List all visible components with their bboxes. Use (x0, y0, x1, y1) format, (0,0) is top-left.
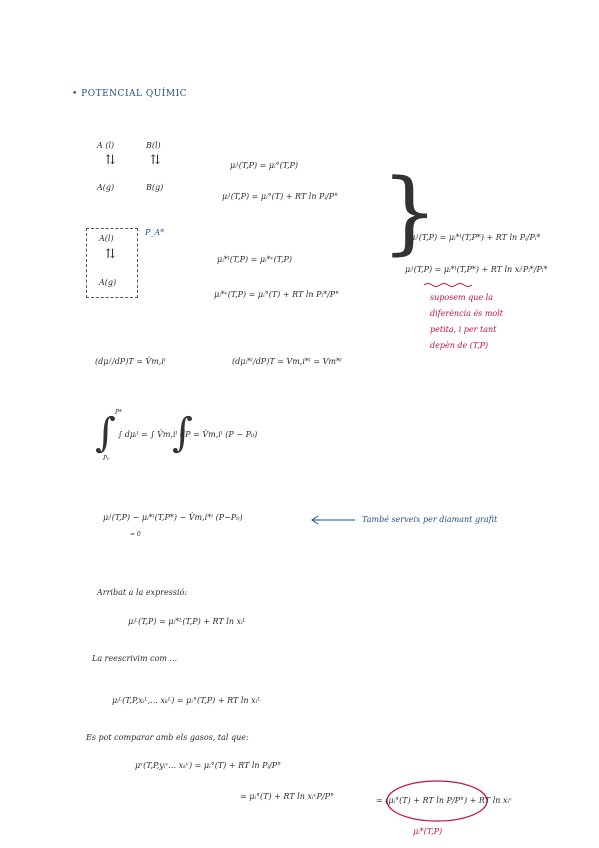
blue-note: També serveix per diamant grafit (362, 515, 498, 524)
arrived-text: Arribat a la expressió: (97, 588, 188, 597)
diagram2-bottom: A(g) (99, 278, 117, 287)
gas-equation-3: = (μᵢ°(T) + RT ln P/P°) + RT ln xᵢᵛ (376, 796, 513, 805)
difference-approx: ≈ 0 (130, 531, 141, 538)
gas-equation-2: = μᵢ°(T) + RT ln xᵢᵛP/P° (240, 792, 334, 801)
diagram1-bottom-left: A(g) (97, 183, 115, 192)
difference-equation: μᵢˡ(T,P) − μᵢ*ˡ(T,P*) − V̂m,i*ˡ (P−P₀) (103, 513, 243, 522)
equilibrium-arrow-icon: ⇅ (105, 247, 116, 262)
red-note-line-1: suposem que la (430, 293, 494, 302)
diagram1-bottom-right: B(g) (146, 183, 164, 192)
expression-a2: μᵢᴸ(T,P,xᵢᴸ,... xₖᴸ) = μᵢ°(T,P) + RT ln xᵢᴸ (112, 696, 261, 705)
compare-text: Es pot comparar amb els gasos, tal que: (86, 733, 249, 742)
diagram1-top-left: A (l) (97, 141, 115, 150)
red-note-line-4: depèn de (T,P) (430, 341, 489, 350)
expression-a1: μᵢᴸ(T,P) = μᵢ*ᴸ(T,P) + RT ln xᵢᴸ (128, 617, 247, 626)
integral-equation: ∫ dμᵢˡ = ∫ V̂m,iˡ dP = V̂m,iˡ (P − P₀) (118, 430, 258, 439)
integral-sign-icon: ∫ (95, 410, 116, 456)
integral-lower-limit: P₀ (103, 455, 110, 462)
rewrite-text: La reescrivim com ... (92, 654, 178, 663)
result-2: μᵢˡ(T,P) = μᵢ*ˡ(T,P*) + RT ln xᵢˡPᵢ*/Pᵢ* (405, 265, 548, 274)
integral-upper-limit: P* (115, 409, 123, 416)
integral-sign-icon: ∫ (172, 410, 193, 456)
gas-equation-1: μᵛ(T,P,yᵢᵛ... xₖᵛ) = μᵢ°(T) + RT ln Pᵢ/P° (135, 761, 282, 770)
derivative-2: (dμᵢ*ˡ/dP)T = Vm,i*ˡ = Vm*ˡ (232, 357, 342, 366)
equilibrium-arrow-icon: ⇅ (105, 153, 116, 168)
page-title: • POTENCIAL QUÍMIC (72, 89, 188, 99)
circled-label: μᵢ*(T,P) (413, 827, 443, 836)
diagram2-top: A(l) (99, 234, 114, 243)
equation-3: μᵢ*ˡ(T,P) = μᵢ*ᵛ(T,P) (217, 255, 292, 264)
vapor-pressure-label: P_A* (145, 228, 165, 237)
right-brace: } (381, 160, 439, 265)
red-note-line-2: diferència és molt (430, 309, 503, 318)
result-1: μᵢˡ(T,P) = μᵢ*ˡ(T,P*) + RT ln Pᵢ/Pᵢ* (410, 233, 541, 242)
equation-4: μᵢ*ᵛ(T,P) = μᵢ°(T) + RT ln Pᵢ*/P° (214, 290, 340, 299)
equation-1: μᵢˡ(T,P) = μᵢ°(T,P) (230, 161, 299, 170)
derivative-1: (dμᵢˡ/dP)T = V̂m,iˡ (95, 357, 166, 366)
equation-2: μᵢˡ(T,P) = μᵢ°(T) + RT ln Pᵢ/P° (222, 192, 339, 201)
diagram1-top-right: B(l) (146, 141, 161, 150)
equilibrium-arrow-icon: ⇅ (150, 153, 161, 168)
red-note-line-3: petita, i per tant (430, 325, 497, 334)
